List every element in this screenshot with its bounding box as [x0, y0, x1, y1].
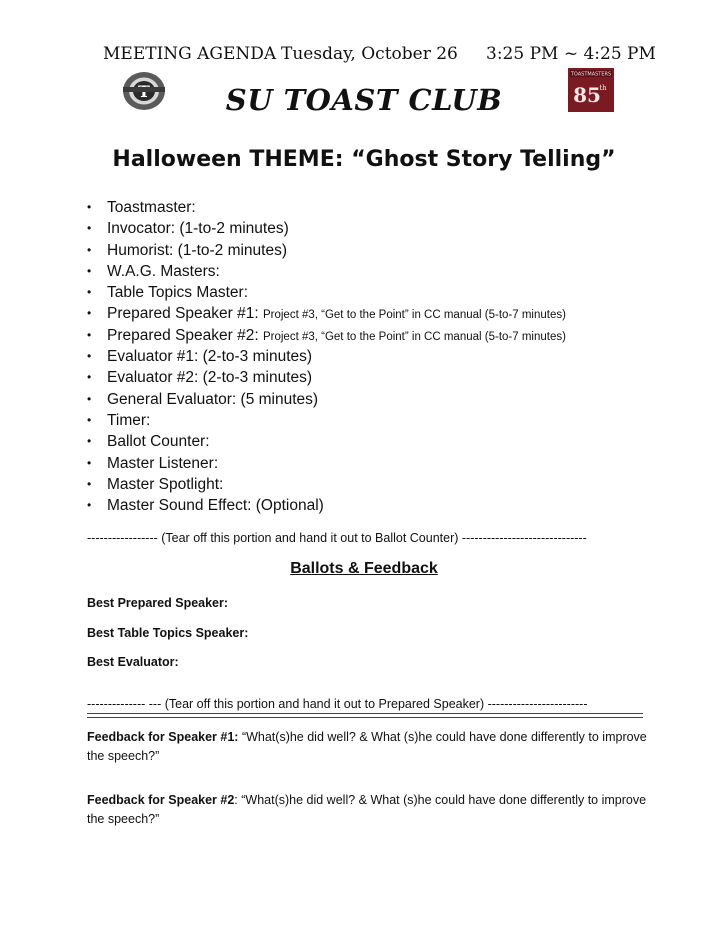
agenda-role: Timer:: [107, 411, 151, 429]
agenda-item: [87, 261, 566, 282]
tear-off-line-speaker: -------------- --- (Tear off this portion and hand it out to Prepared Speaker) ------------------------: [87, 697, 588, 711]
agenda-note: Project #3, “Get to the Point” in CC manual (5-to-7 minutes): [262, 330, 566, 343]
best-table-topics-label: Best Table Topics Speaker:: [87, 626, 249, 640]
agenda-role: Invocator: (1-to-2 minutes): [107, 220, 289, 238]
agenda-note: Project #3, “Get to the Point” in CC manual (5-to-7 minutes): [262, 309, 566, 322]
bullet-icon: •: [87, 200, 92, 214]
agenda-item: [87, 240, 566, 261]
agenda-role: General Evaluator: (5 minutes): [107, 390, 319, 408]
agenda-item: [87, 389, 566, 410]
bullet-icon: •: [87, 221, 92, 236]
agenda-item: [87, 495, 566, 516]
bullet-icon: •: [87, 263, 92, 278]
agenda-role: Evaluator #1: (2-to-3 minutes): [107, 348, 313, 366]
bullet-icon: •: [87, 306, 92, 321]
badge-suffix: th: [599, 84, 607, 92]
bullet-icon: •: [87, 327, 92, 342]
feedback-speaker-2: [87, 791, 647, 829]
bullet-icon: •: [87, 285, 92, 300]
bullet-icon: •: [87, 476, 92, 491]
tear-off-line-ballot: ----------------- (Tear off this portion and hand it out to Ballot Counter) ------------------------------: [87, 531, 587, 545]
feedback-question: : “What(s)he did well? & What (s)he could have done differently to improve the speech?”: [87, 793, 647, 826]
agenda-item: [87, 346, 566, 367]
agenda-role: Prepared Speaker #1:: [107, 305, 259, 323]
agenda-item: [87, 431, 566, 452]
agenda-item: [87, 282, 566, 303]
agenda-item: [87, 367, 566, 388]
agenda-role: Toastmaster:: [107, 199, 196, 216]
bullet-icon: •: [87, 434, 92, 449]
feedback-label: Feedback for Speaker #1:: [87, 730, 239, 744]
agenda-role: Prepared Speaker #2:: [107, 326, 259, 344]
ballots-title: Ballots & Feedback: [290, 560, 438, 577]
bullet-icon: •: [87, 498, 92, 513]
badge-number: 85: [573, 83, 601, 107]
bullet-icon: •: [87, 242, 92, 257]
agenda-item: [87, 197, 566, 218]
bullet-icon: •: [87, 370, 92, 385]
agenda-role: Ballot Counter:: [107, 433, 210, 451]
agenda-role: Table Topics Master:: [107, 284, 248, 302]
agenda-role: Master Spotlight:: [107, 475, 224, 493]
header-label: MEETING AGENDA: [103, 44, 277, 64]
agenda-role: W.A.G. Masters:: [107, 262, 220, 280]
double-divider: [87, 713, 643, 718]
feedback-speaker-1: [87, 728, 647, 766]
agenda-item: [87, 474, 566, 495]
bullet-icon: •: [87, 391, 92, 406]
bullet-icon: •: [87, 455, 92, 470]
bullet-icon: •: [87, 412, 92, 427]
badge-brand: TOASTMASTERS: [570, 71, 612, 78]
agenda-role: Humorist: (1-to-2 minutes): [107, 241, 288, 259]
header-time: 3:25 PM ~ 4:25 PM: [486, 44, 656, 64]
agenda-list: [87, 197, 566, 516]
club-title: SU TOAST CLUB: [225, 83, 503, 117]
best-prepared-speaker-label: Best Prepared Speaker:: [87, 596, 229, 610]
feedback-question: “What(s)he did well? & What (s)he could have done differently to improve the speech?”: [87, 730, 647, 763]
header-date: Tuesday, October 26: [281, 44, 458, 64]
agenda-item: [87, 410, 566, 431]
agenda-role: Master Listener:: [107, 454, 219, 472]
agenda-item: [87, 325, 566, 346]
agenda-item: [87, 303, 566, 324]
agenda-item: [87, 218, 566, 239]
agenda-role: Evaluator #2: (2-to-3 minutes): [107, 369, 313, 387]
best-evaluator-label: Best Evaluator:: [87, 655, 179, 669]
bullet-icon: •: [87, 349, 92, 364]
meeting-theme: Halloween THEME: “Ghost Story Telling”: [112, 147, 616, 172]
agenda-role: Master Sound Effect: (Optional): [107, 497, 324, 515]
feedback-label: Feedback for Speaker #2: [87, 793, 235, 807]
agenda-item: [87, 453, 566, 474]
